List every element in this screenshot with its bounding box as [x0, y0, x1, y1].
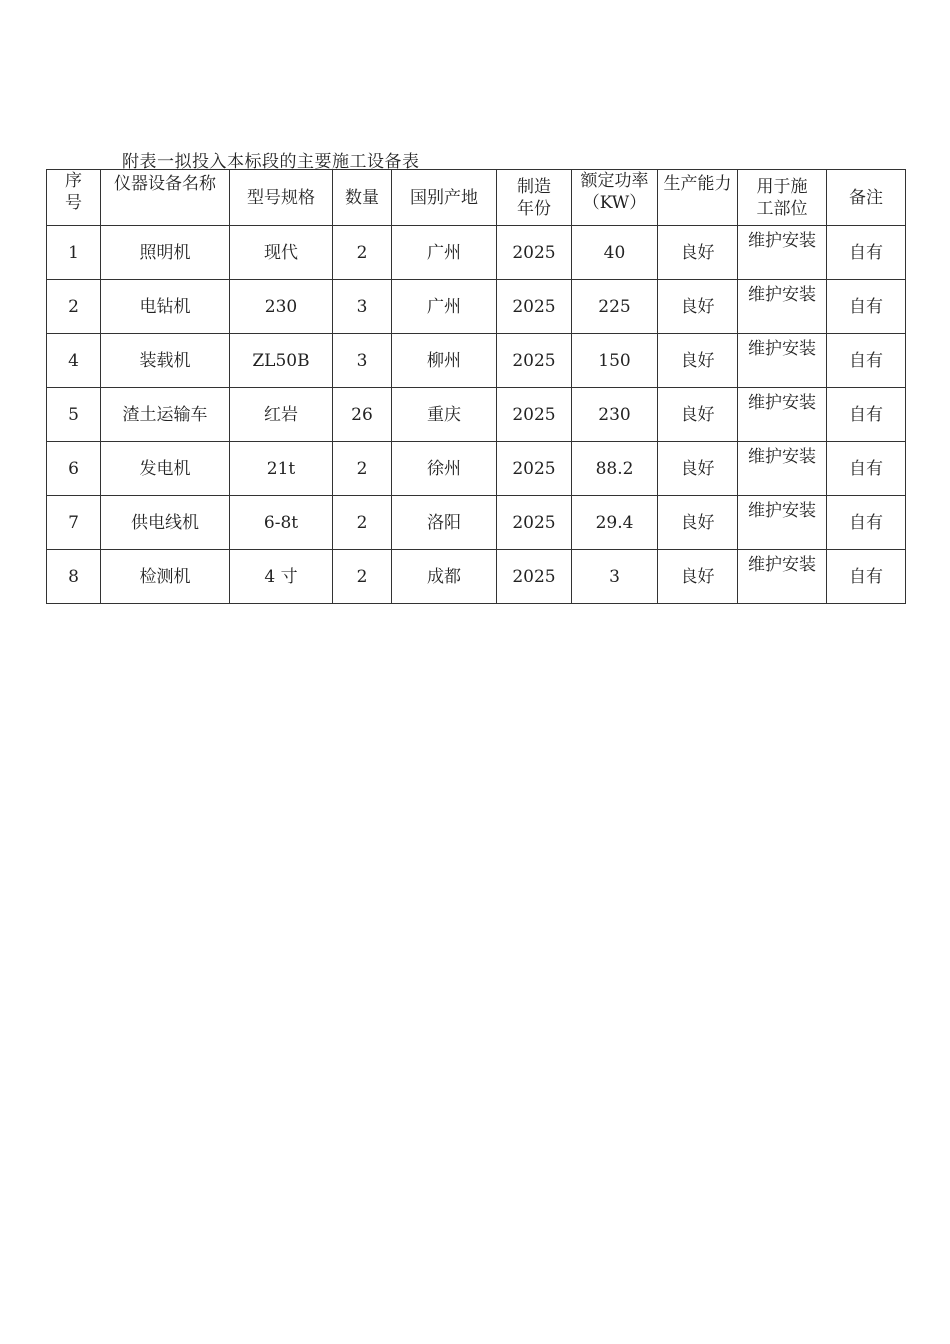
cell-origin: 徐州 [392, 442, 497, 496]
header-capacity: 生产能力 [658, 170, 738, 226]
cell-name: 检测机 [101, 550, 230, 604]
cell-note: 自有 [827, 550, 906, 604]
table-row [47, 280, 906, 334]
cell-qty: 3 [333, 280, 392, 334]
cell-model: 红岩 [230, 388, 333, 442]
cell-qty: 2 [333, 226, 392, 280]
cell-name: 供电线机 [101, 496, 230, 550]
cell-model: 6-8t [230, 496, 333, 550]
cell-note: 自有 [827, 442, 906, 496]
cell-name: 照明机 [101, 226, 230, 280]
cell-year: 2025 [497, 442, 572, 496]
cell-capacity: 良好 [658, 550, 738, 604]
cell-seq: 1 [47, 226, 101, 280]
cell-note: 自有 [827, 280, 906, 334]
cell-seq: 5 [47, 388, 101, 442]
cell-power: 3 [572, 550, 658, 604]
cell-name: 装载机 [101, 334, 230, 388]
cell-capacity: 良好 [658, 442, 738, 496]
cell-model: 230 [230, 280, 333, 334]
cell-qty: 26 [333, 388, 392, 442]
header-name: 仪器设备名称 [101, 170, 230, 226]
table-row [47, 334, 906, 388]
cell-year: 2025 [497, 334, 572, 388]
cell-note: 自有 [827, 226, 906, 280]
cell-year: 2025 [497, 226, 572, 280]
cell-year: 2025 [497, 496, 572, 550]
cell-seq: 7 [47, 496, 101, 550]
cell-name: 电钻机 [101, 280, 230, 334]
cell-seq: 4 [47, 334, 101, 388]
cell-use: 维护安装 [738, 550, 827, 604]
cell-note: 自有 [827, 496, 906, 550]
cell-year: 2025 [497, 388, 572, 442]
header-year: 制造 年份 [497, 170, 572, 226]
cell-power: 150 [572, 334, 658, 388]
cell-use: 维护安装 [738, 280, 827, 334]
cell-origin: 柳州 [392, 334, 497, 388]
header-row [47, 170, 906, 226]
cell-capacity: 良好 [658, 496, 738, 550]
cell-power: 40 [572, 226, 658, 280]
table-row [47, 442, 906, 496]
table-title: 附表一拟投入本标段的主要施工设备表 [122, 152, 420, 172]
cell-power: 230 [572, 388, 658, 442]
cell-use: 维护安装 [738, 388, 827, 442]
cell-origin: 成都 [392, 550, 497, 604]
cell-model: ZL50B [230, 334, 333, 388]
cell-capacity: 良好 [658, 388, 738, 442]
cell-note: 自有 [827, 334, 906, 388]
header-power: 额定功率 （KW） [572, 170, 658, 226]
cell-origin: 广州 [392, 280, 497, 334]
cell-note: 自有 [827, 388, 906, 442]
header-model: 型号规格 [230, 170, 333, 226]
cell-qty: 2 [333, 496, 392, 550]
cell-origin: 洛阳 [392, 496, 497, 550]
cell-capacity: 良好 [658, 280, 738, 334]
cell-power: 88.2 [572, 442, 658, 496]
equipment-table [46, 169, 906, 604]
header-use: 用于施 工部位 [738, 170, 827, 226]
table-row [47, 388, 906, 442]
cell-seq: 2 [47, 280, 101, 334]
cell-qty: 2 [333, 550, 392, 604]
table-row [47, 226, 906, 280]
cell-model: 4 寸 [230, 550, 333, 604]
cell-seq: 6 [47, 442, 101, 496]
cell-model: 21t [230, 442, 333, 496]
header-seq: 序 号 [47, 170, 101, 226]
cell-seq: 8 [47, 550, 101, 604]
cell-name: 发电机 [101, 442, 230, 496]
cell-name: 渣土运输车 [101, 388, 230, 442]
header-note: 备注 [827, 170, 906, 226]
cell-origin: 重庆 [392, 388, 497, 442]
cell-use: 维护安装 [738, 442, 827, 496]
cell-power: 225 [572, 280, 658, 334]
cell-use: 维护安装 [738, 226, 827, 280]
cell-use: 维护安装 [738, 496, 827, 550]
cell-capacity: 良好 [658, 226, 738, 280]
table-row [47, 496, 906, 550]
cell-year: 2025 [497, 550, 572, 604]
header-origin: 国别产地 [392, 170, 497, 226]
cell-use: 维护安装 [738, 334, 827, 388]
cell-qty: 3 [333, 334, 392, 388]
cell-model: 现代 [230, 226, 333, 280]
cell-power: 29.4 [572, 496, 658, 550]
cell-year: 2025 [497, 280, 572, 334]
header-qty: 数量 [333, 170, 392, 226]
cell-qty: 2 [333, 442, 392, 496]
cell-origin: 广州 [392, 226, 497, 280]
table-row [47, 550, 906, 604]
cell-capacity: 良好 [658, 334, 738, 388]
